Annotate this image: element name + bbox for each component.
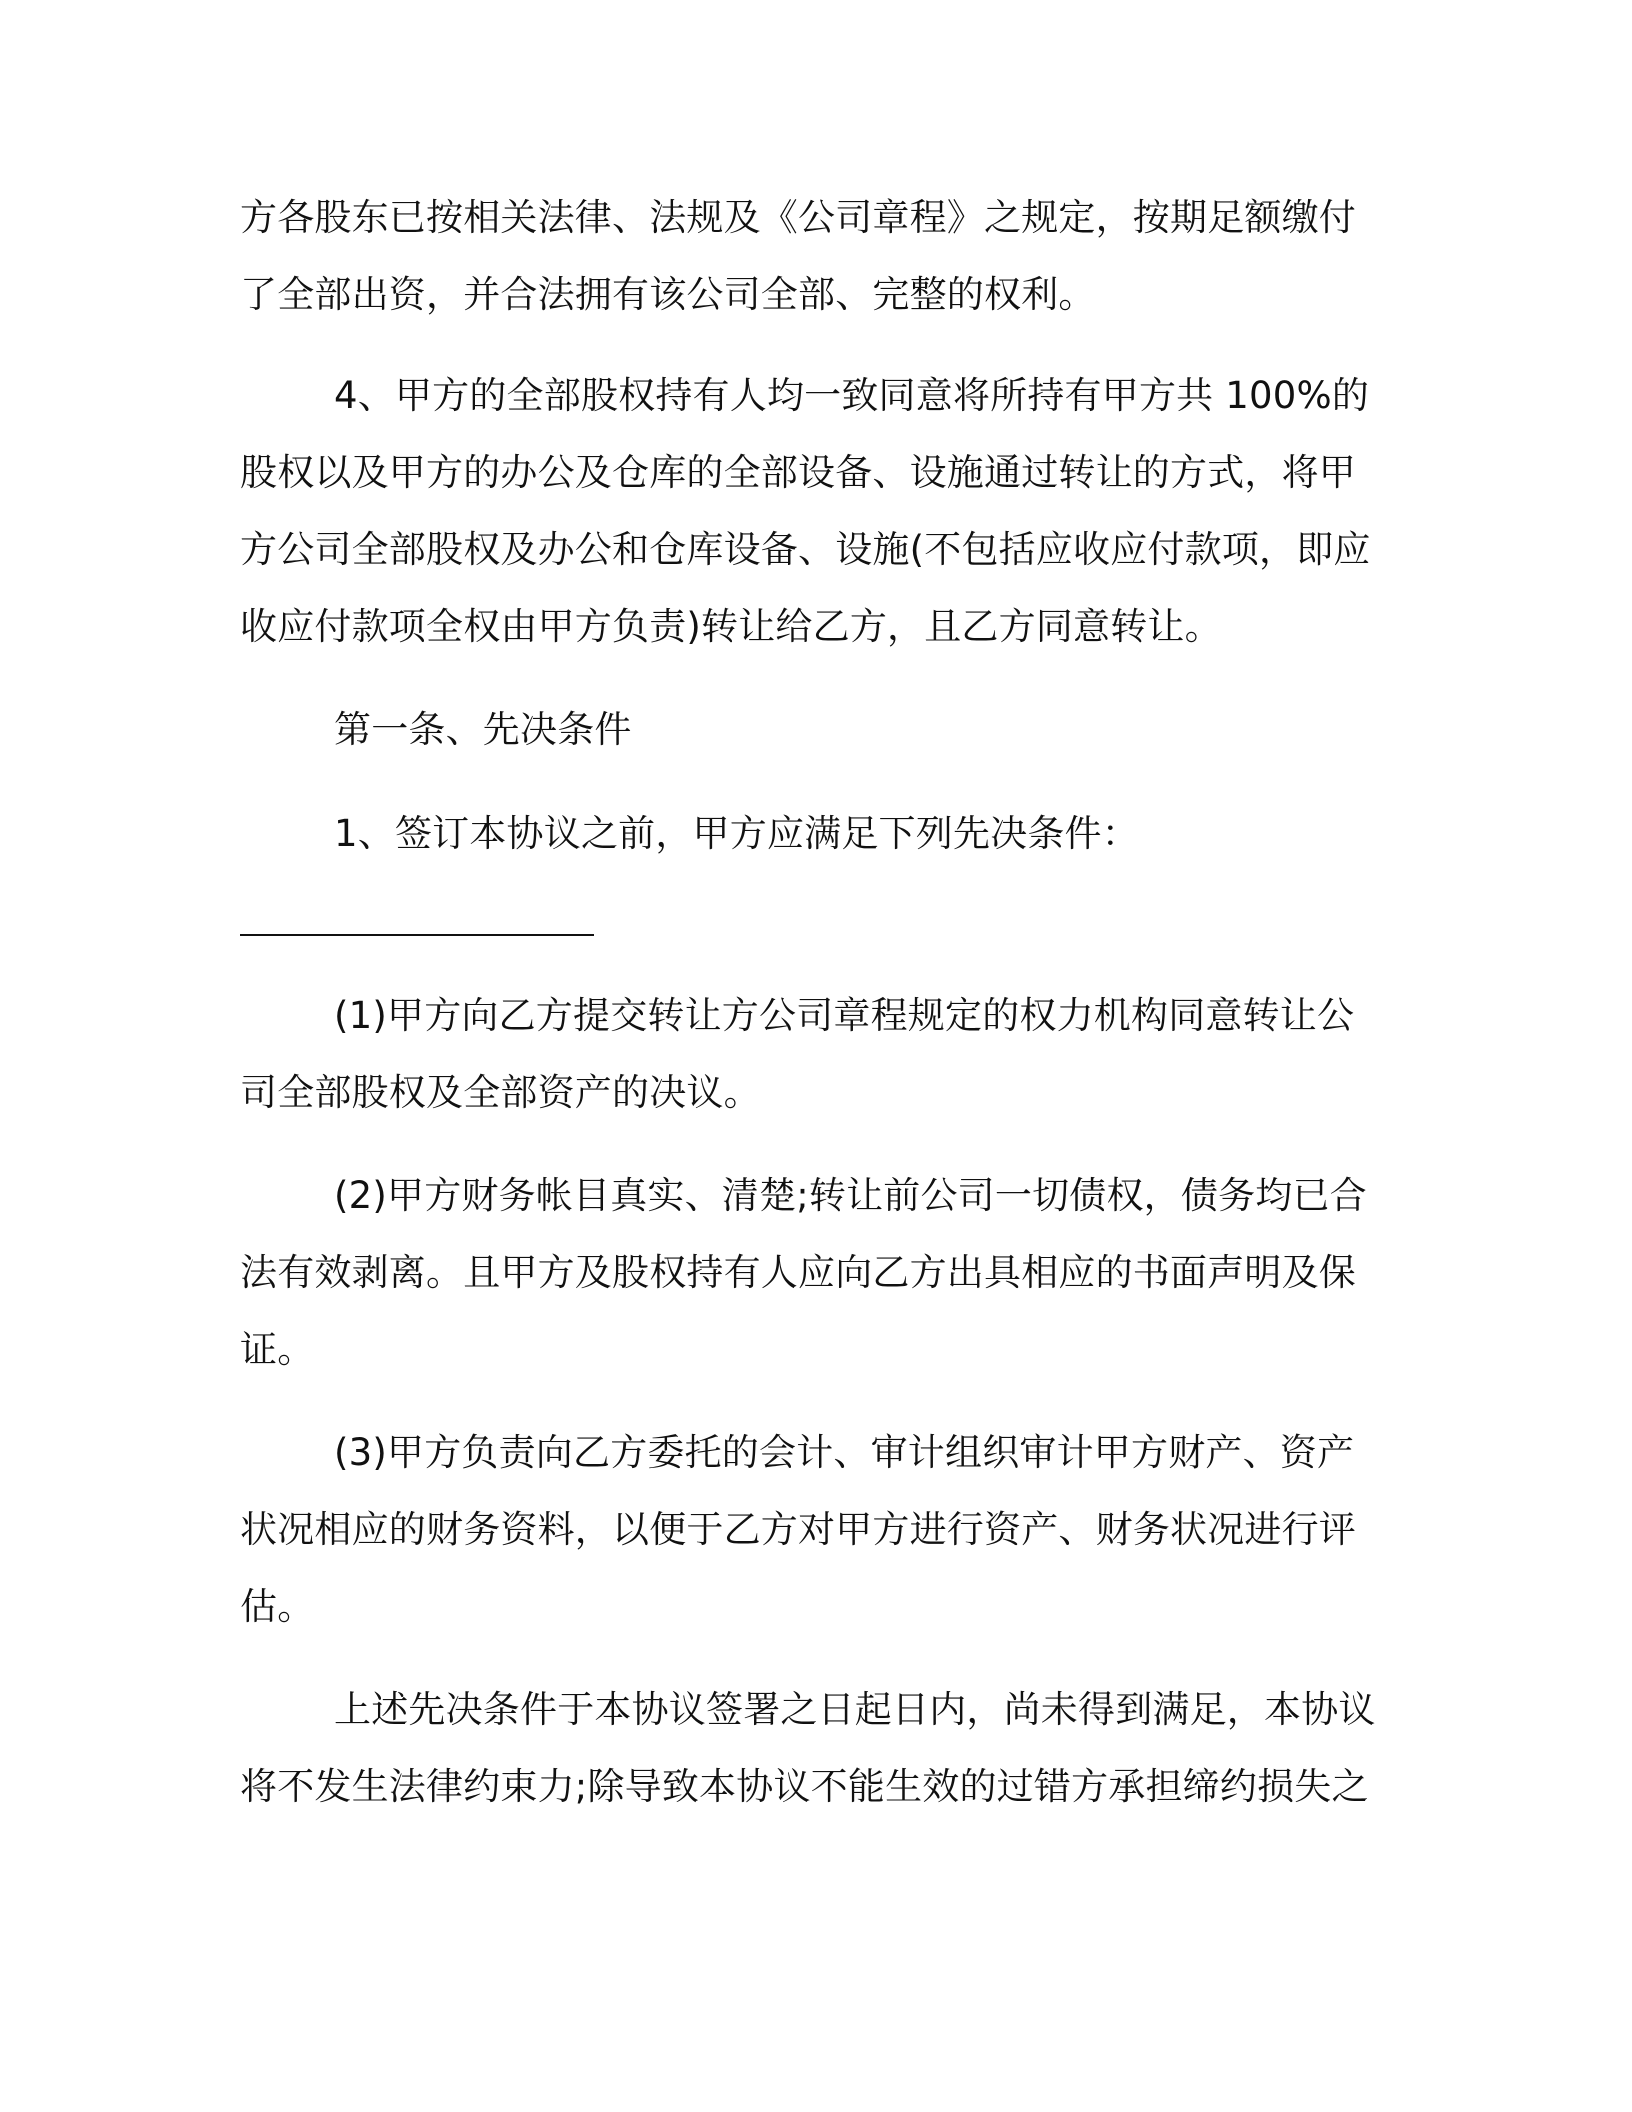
paragraph-line: 将不发生法律约束力;除导致本协议不能生效的过错方承担缔约损失之 — [240, 1765, 1369, 1808]
paragraph-line: (1)甲方向乙方提交转让方公司章程规定的权力机构同意转让公 — [334, 994, 1355, 1037]
paragraph-line: 了全部出资，并合法拥有该公司全部、完整的权利。 — [240, 273, 1096, 316]
blank-underline — [240, 934, 594, 936]
paragraph-line: 上述先决条件于本协议签署之日起日内，尚未得到满足，本协议 — [334, 1688, 1376, 1731]
paragraph-line: 证。 — [240, 1328, 315, 1371]
section-heading: 第一条、先决条件 — [334, 708, 632, 751]
paragraph-line: 收应付款项全权由甲方负责)转让给乙方，且乙方同意转让。 — [240, 605, 1222, 648]
paragraph-line: 4、甲方的全部股权持有人均一致同意将所持有甲方共 100%的 — [334, 374, 1370, 417]
paragraph-line: 1、签订本协议之前，甲方应满足下列先决条件： — [334, 812, 1139, 855]
paragraph-line: 状况相应的财务资料，以便于乙方对甲方进行资产、财务状况进行评 — [240, 1508, 1356, 1551]
paragraph-line: 估。 — [240, 1585, 315, 1628]
paragraph-line: (2)甲方财务帐目真实、清楚;转让前公司一切债权，债务均已合 — [334, 1174, 1367, 1217]
paragraph-line: 司全部股权及全部资产的决议。 — [240, 1071, 761, 1114]
paragraph-line: 法有效剥离。且甲方及股权持有人应向乙方出具相应的书面声明及保 — [240, 1251, 1356, 1294]
paragraph-line: 方各股东已按相关法律、法规及《公司章程》之规定，按期足额缴付 — [240, 196, 1356, 239]
paragraph-line: 股权以及甲方的办公及仓库的全部设备、设施通过转让的方式，将甲 — [240, 451, 1356, 494]
paragraph-line: (3)甲方负责向乙方委托的会计、审计组织审计甲方财产、资产 — [334, 1431, 1355, 1474]
paragraph-line: 方公司全部股权及办公和仓库设备、设施(不包括应收应付款项，即应 — [240, 528, 1371, 571]
